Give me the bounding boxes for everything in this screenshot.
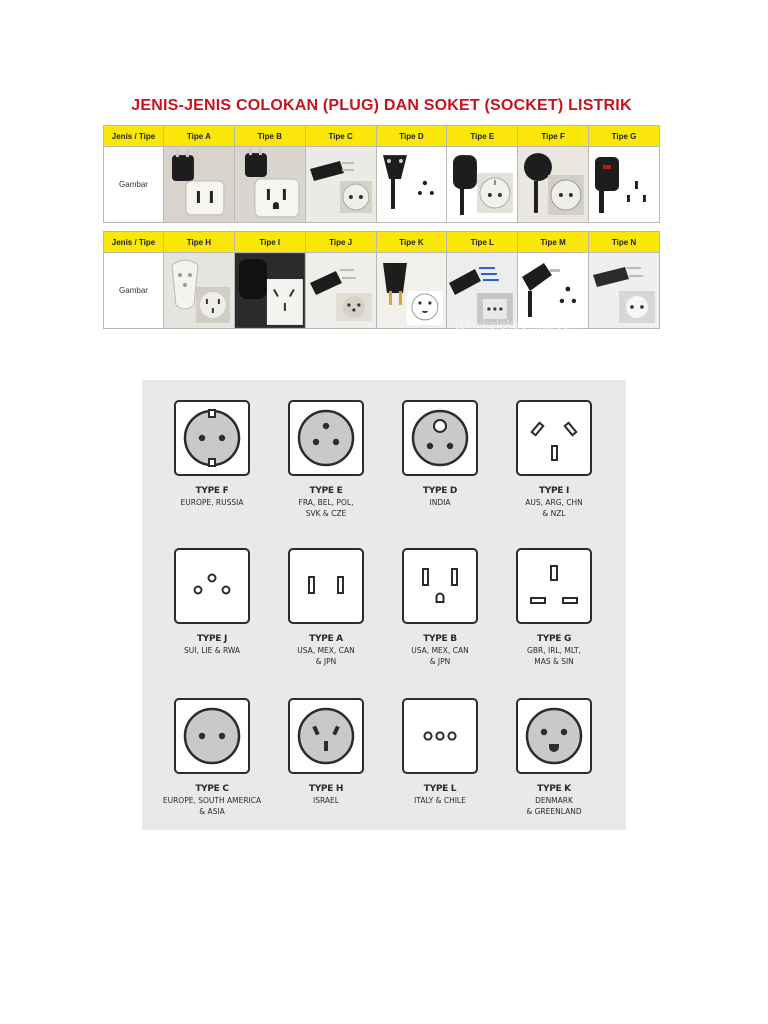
type-i-plug-icon [235, 253, 305, 328]
type-b-photo [234, 147, 305, 223]
socket-countries: FRA, BEL, POL, SVK & CZE [298, 498, 354, 518]
socket-countries: GBR, IRL, MLT, MAS & SIN [527, 646, 581, 666]
plug-table-2 [103, 231, 660, 329]
socket-countries: INDIA [429, 498, 451, 507]
type-g-plug-icon [589, 147, 659, 222]
type-d-photo [376, 147, 447, 223]
table-header-row [104, 232, 660, 253]
type-e-plug-icon [447, 147, 517, 222]
socket-type-name: TYPE K [537, 784, 571, 794]
type-f-socket-icon [176, 402, 248, 474]
socket-type-grid [142, 380, 626, 830]
type-b-socket-icon [404, 550, 476, 622]
type-g-photo [589, 147, 660, 223]
type-j-photo [305, 253, 376, 329]
socket-card [380, 400, 500, 508]
type-c-socket-icon [176, 700, 248, 772]
type-d-socket-icon [404, 402, 476, 474]
socket-type-name: TYPE H [308, 784, 344, 794]
socket-type-name: TYPE A [309, 634, 343, 644]
socket-card [152, 698, 272, 817]
socket-card [380, 548, 500, 667]
socket-card [380, 698, 500, 806]
socket-countries: USA, MEX, CAN & JPN [297, 646, 355, 666]
type-header: Tipe G [589, 126, 660, 147]
type-a-socket-icon [290, 550, 362, 622]
socket-countries: AUS, ARG, CHN & NZL [525, 498, 583, 518]
type-header: Tipe B [234, 126, 305, 147]
type-e-photo [447, 147, 518, 223]
type-a-plug-icon [164, 147, 234, 222]
table-image-row [104, 147, 660, 223]
socket-card [266, 548, 386, 667]
type-j-socket-icon [176, 550, 248, 622]
type-b-plug-icon [235, 147, 305, 222]
type-c-photo [305, 147, 376, 223]
type-d-plug-icon [377, 147, 447, 222]
socket-countries: ISRAEL [313, 796, 339, 805]
type-j-plug-icon [306, 253, 376, 328]
watermark: teknikelektronika.com [455, 317, 580, 332]
plug-table-1 [103, 125, 660, 223]
socket-type-name: TYPE I [538, 486, 570, 496]
type-f-photo [518, 147, 589, 223]
socket-card [494, 698, 614, 817]
type-header: Tipe N [589, 232, 660, 253]
row-label: Gambar [104, 147, 164, 223]
type-header: Tipe J [305, 232, 376, 253]
socket-type-name: TYPE E [309, 486, 343, 496]
type-a-photo [164, 147, 235, 223]
socket-type-name: TYPE J [196, 634, 228, 644]
socket-type-name: TYPE D [422, 486, 458, 496]
socket-card [152, 548, 272, 656]
type-k-photo [376, 253, 447, 329]
socket-countries: ITALY & CHILE [414, 796, 466, 805]
socket-type-name: TYPE F [195, 486, 229, 496]
socket-countries: EUROPE, RUSSIA [180, 498, 244, 507]
socket-card [266, 400, 386, 519]
type-header: Tipe D [376, 126, 447, 147]
type-header: Tipe H [164, 232, 235, 253]
type-g-socket-icon [518, 550, 590, 622]
type-k-socket-icon [518, 700, 590, 772]
type-header: Tipe I [234, 232, 305, 253]
type-h-plug-icon [164, 253, 234, 328]
type-h-photo [164, 253, 235, 329]
socket-countries: DENMARK & GREENLAND [526, 796, 582, 816]
socket-type-name: TYPE C [195, 784, 229, 794]
type-i-socket-icon [518, 402, 590, 474]
type-header: Tipe M [518, 232, 589, 253]
socket-countries: USA, MEX, CAN & JPN [411, 646, 469, 666]
socket-type-name: TYPE G [536, 634, 572, 644]
type-c-plug-icon [306, 147, 376, 222]
type-l-socket-icon [404, 700, 476, 772]
type-i-photo [234, 253, 305, 329]
type-e-socket-icon [290, 402, 362, 474]
header-label: Jenis / Tipe [104, 126, 164, 147]
type-n-plug-icon [589, 253, 659, 328]
type-header: Tipe A [164, 126, 235, 147]
socket-card [494, 400, 614, 519]
socket-card [152, 400, 272, 508]
type-k-plug-icon [377, 253, 447, 328]
socket-countries: SUI, LIE & RWA [183, 646, 241, 655]
socket-card [494, 548, 614, 667]
socket-card [266, 698, 386, 806]
header-label: Jenis / Tipe [104, 232, 164, 253]
page-title: JENIS-JENIS COLOKAN (PLUG) DAN SOKET (SOCKET) LISTRIK [131, 97, 632, 114]
socket-type-name: TYPE B [423, 634, 457, 644]
type-header: Tipe K [376, 232, 447, 253]
type-header: Tipe E [447, 126, 518, 147]
type-header: Tipe C [305, 126, 376, 147]
type-header: Tipe F [518, 126, 589, 147]
socket-countries: EUROPE, SOUTH AMERICA & ASIA [162, 796, 262, 816]
socket-type-name: TYPE L [423, 784, 457, 794]
type-n-photo [589, 253, 660, 329]
type-f-plug-icon [518, 147, 588, 222]
table-header-row [104, 126, 660, 147]
row-label: Gambar [104, 253, 164, 329]
type-header: Tipe L [447, 232, 518, 253]
type-h-socket-icon [290, 700, 362, 772]
